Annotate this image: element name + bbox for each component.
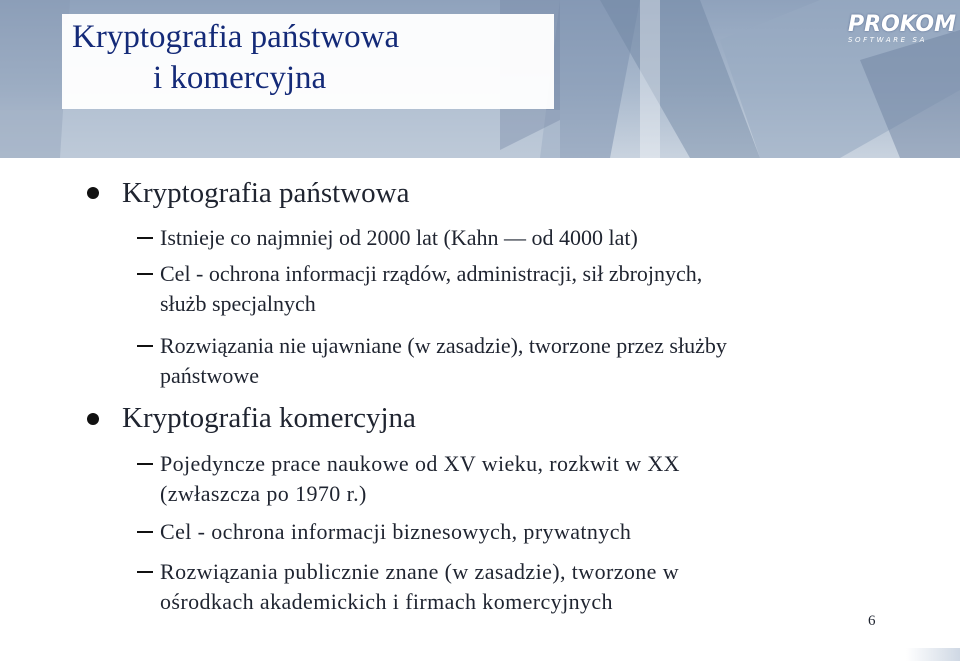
bullet-heading: Kryptografia komercyjna (122, 402, 416, 434)
title-box (62, 14, 554, 109)
bullet-dot (87, 413, 99, 425)
slide-title-line-1: Kryptografia państwowa (72, 19, 400, 55)
sub-item-text: państwowe (160, 363, 259, 388)
logo-subtitle: SOFTWARE SA (848, 36, 927, 44)
sub-item-text: Istnieje co najmniej od 2000 lat (Kahn — od 4000 lat) (160, 225, 638, 250)
dash-marker (137, 463, 153, 465)
sub-item-text: Rozwiązania publicznie znane (w zasadzie), tworzone w (160, 559, 680, 584)
sub-item-text: służb specjalnych (160, 291, 316, 316)
slide-header (0, 0, 960, 158)
sub-item-text: Cel - ochrona informacji biznesowych, prywatnych (160, 519, 632, 544)
prokom-logo (848, 12, 957, 46)
slide-title-line-2: i komercyjna (153, 60, 327, 96)
dash-marker (137, 531, 153, 533)
page-number: 6 (868, 613, 876, 629)
logo-name: PROKOM (848, 12, 957, 37)
sub-item-text: ośrodkach akademickich i firmach komercyjnych (160, 589, 613, 614)
dash-marker (137, 571, 153, 573)
dash-marker (137, 273, 153, 275)
sub-item-text: Pojedyncze prace naukowe od XV wieku, rozkwit w XX (160, 451, 680, 476)
sub-item-text: Rozwiązania nie ujawniane (w zasadzie), tworzone przez służby (160, 333, 727, 358)
footer-decoration (906, 648, 960, 661)
sub-item-text: Cel - ochrona informacji rządów, administracji, sił zbrojnych, (160, 261, 703, 286)
bullet-heading: Kryptografia państwowa (122, 177, 410, 209)
bullet-dot (87, 187, 99, 199)
sub-item-text: (zwłaszcza po 1970 r.) (160, 481, 367, 506)
dash-marker (137, 237, 153, 239)
dash-marker (137, 345, 153, 347)
